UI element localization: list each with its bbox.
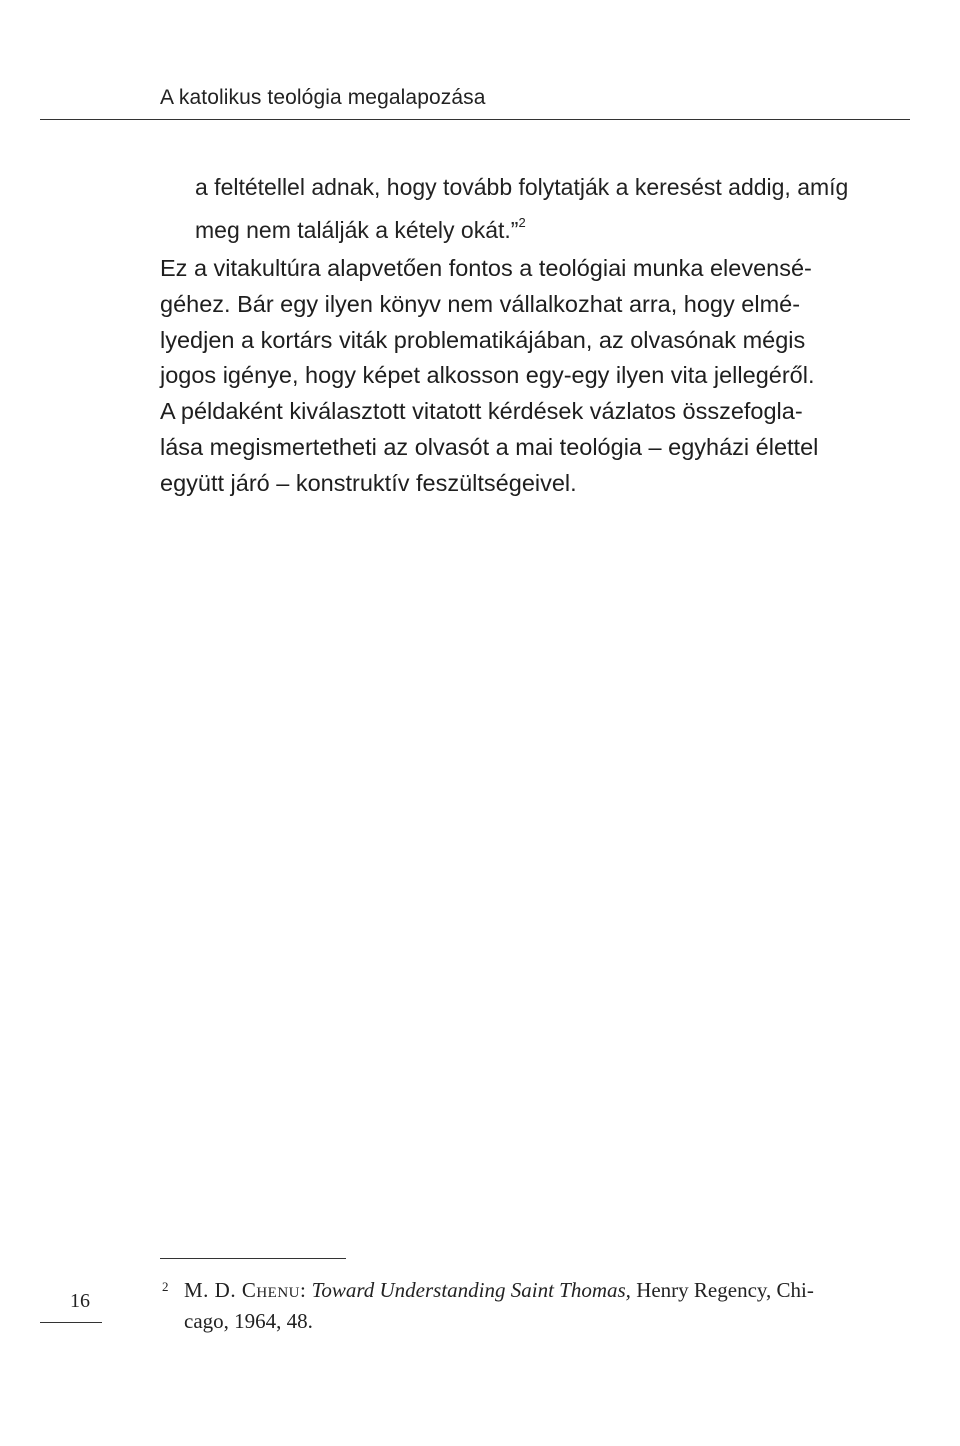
page-number-rule — [40, 1322, 102, 1323]
footnote-line-1 — [162, 1275, 852, 1306]
quote-block — [195, 170, 875, 248]
footnote-author: M. D. Chenu: — [184, 1278, 307, 1302]
body-line: lyedjen a kortárs viták problematikájában, az olvasónak mégis — [160, 326, 806, 353]
body-line: géhez. Bár egy ilyen könyv nem vállalkozhat arra, hogy elmé- — [160, 290, 801, 317]
quote-line-1: a feltétellel adnak, hogy tovább folytatják a keresést addig, amíg — [195, 174, 849, 200]
footnote-rule — [160, 1258, 346, 1259]
body-line: lása megismertetheti az olvasót a mai teológia – egyházi élettel — [160, 433, 819, 460]
body-line: Ez a vitakultúra alapvetően fontos a teológiai munka elevensé- — [160, 255, 812, 281]
page-number: 16 — [70, 1290, 90, 1312]
body-paragraph — [160, 251, 860, 502]
footnote — [162, 1275, 852, 1337]
footnote-number: 2 — [162, 1279, 169, 1294]
header-rule — [40, 119, 910, 120]
body-line: együtt járó – konstruktív feszültségeivel. — [160, 469, 577, 496]
footnote-line-2: cago, 1964, 48. — [184, 1309, 313, 1333]
footnote-publisher: Henry Regency, Chi- — [636, 1278, 814, 1302]
footnote-reference: 2 — [518, 215, 526, 230]
quote-line-2 — [195, 205, 875, 248]
quote-line-2-text: meg nem találják a kétely okát.” — [195, 217, 519, 243]
body-line: A példaként kiválasztott vitatott kérdések vázlatos összefogla- — [160, 398, 803, 425]
body-line: jogos igénye, hogy képet alkosson egy-egy ilyen vita jellegéről. — [160, 362, 815, 389]
footnote-title: Toward Understanding Saint Thomas, — [311, 1278, 631, 1302]
running-head: A katolikus teológia megalapozása — [160, 86, 486, 109]
